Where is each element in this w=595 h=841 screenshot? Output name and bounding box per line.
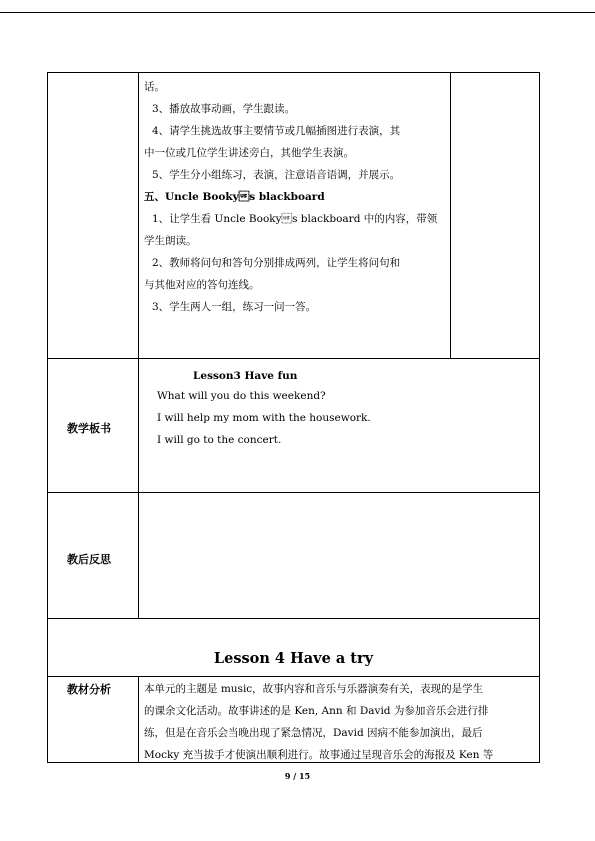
analysis-line-3: 练，但是在音乐会当晚出现了紧急情况，David 因病不能参加演出，最后	[144, 727, 483, 739]
reflection-label: 教后反思	[67, 553, 111, 566]
lesson-plan-table	[47, 72, 540, 762]
steps-line-7: 1、让学生看 Uncle Booky s blackboard 中的内容，带领	[152, 213, 438, 225]
header-rule	[0, 12, 595, 13]
board-label: 教学板书	[67, 422, 111, 435]
row-divider-4	[47, 676, 540, 677]
steps-line-10: 与其他对应的答句连线。	[144, 279, 260, 291]
steps-line-8: 学生朗读。	[144, 235, 197, 247]
row-divider-1	[47, 358, 540, 359]
steps-line-11: 3、学生两人一组，练习一问一答。	[152, 301, 317, 313]
table-border-top	[47, 72, 540, 73]
steps-heading-blackboard: 五、Uncle Booky s blackboard	[144, 191, 325, 203]
steps-line-1: 话。	[144, 81, 165, 93]
board-line-3: I will go to the concert.	[157, 434, 282, 446]
analysis-label: 教材分析	[67, 683, 111, 696]
column-divider-label	[138, 72, 139, 618]
page-number: 9 / 15	[284, 771, 311, 781]
steps-line-5: 5、学生分小组练习，表演，注意语音语调，并展示。	[152, 169, 401, 181]
steps-line-4: 中一位或几位学生讲述旁白，其他学生表演。	[144, 147, 354, 159]
row-divider-2	[47, 492, 540, 493]
steps-line-2: 3、播放故事动画，学生跟读。	[152, 103, 296, 115]
analysis-line-1: 本单元的主题是 music，故事内容和音乐与乐器演奏有关，表现的是学生	[144, 683, 484, 695]
lesson4-title: Lesson 4 Have a try	[213, 650, 374, 667]
board-line-2: I will help my mom with the housework.	[157, 412, 371, 424]
row-divider-3	[47, 618, 540, 619]
steps-line-3: 4、请学生挑选故事主要情节或几幅插图进行表演，其	[152, 125, 401, 137]
board-line-1: What will you do this weekend?	[157, 390, 326, 402]
column-divider-label-lower	[138, 676, 139, 762]
analysis-line-2: 的课余文化活动。故事讲述的是 Ken, Ann 和 David 为参加音乐会进行排	[144, 705, 489, 717]
analysis-line-4: Mocky 充当拔手才使演出顺利进行。故事通过呈现音乐会的海报及 Ken 等	[144, 749, 494, 761]
board-title: Lesson3 Have fun	[193, 370, 298, 382]
column-divider-notes	[450, 72, 451, 358]
steps-line-9: 2、教师将问句和答句分别排成两列，让学生将问句和	[152, 257, 401, 269]
